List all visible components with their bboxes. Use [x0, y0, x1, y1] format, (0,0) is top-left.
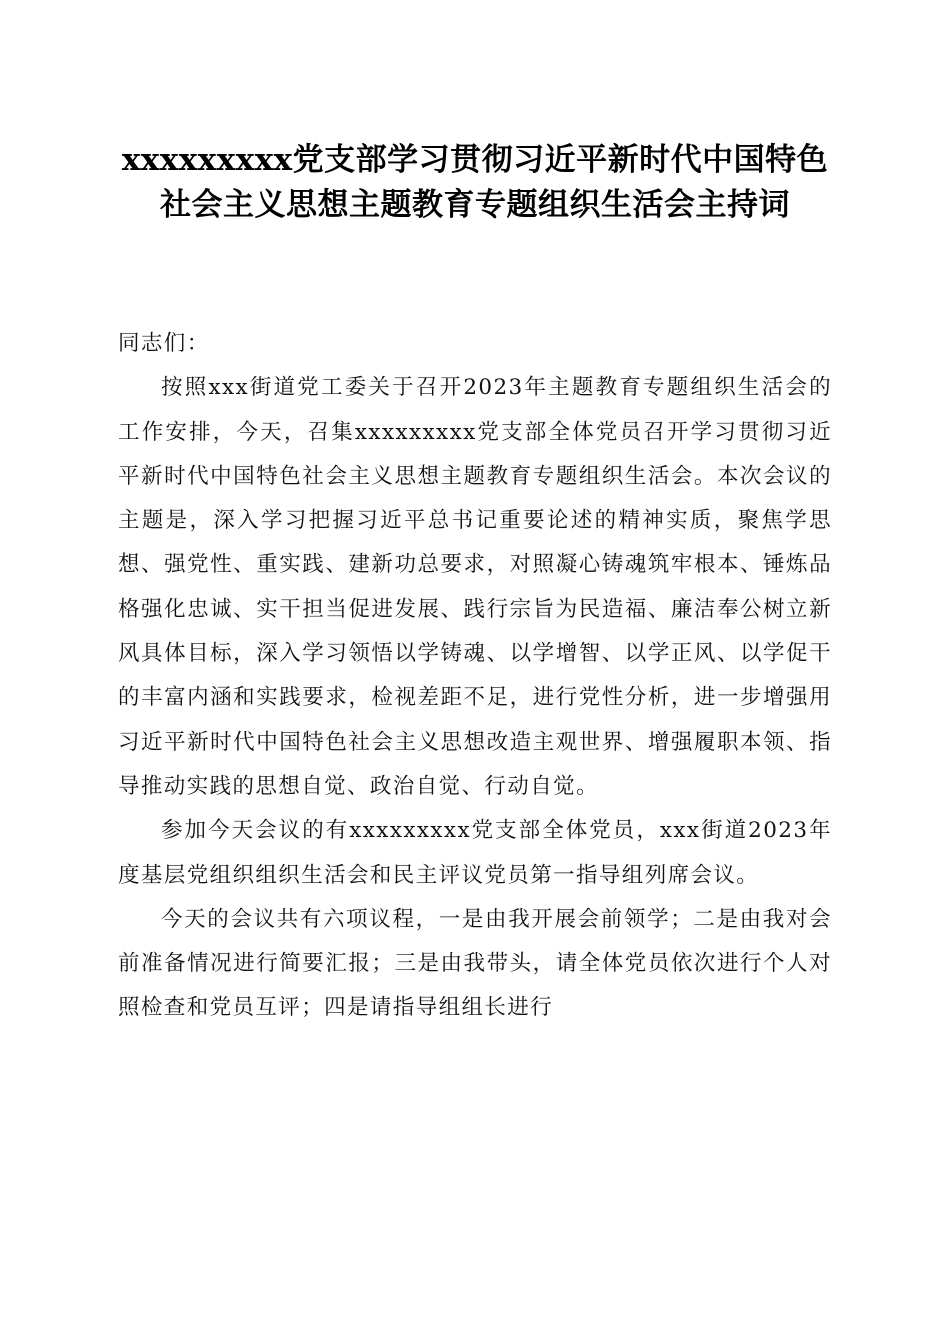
document-title: xxxxxxxxx党支部学习贯彻习近平新时代中国特色社会主义思想主题教育专题组织生活会主持词 — [121, 142, 829, 223]
salutation: 同志们： — [118, 331, 210, 356]
document-body — [118, 322, 832, 1031]
paragraph-1: 按照xxx街道党工委关于召开2023年主题教育专题组织生活会的工作安排，今天，召集xxxxxxxxx党支部全体党员召开学习贯彻习近平新时代中国特色社会主义思想主题教育专题组织生活会。本次会议的主题是，深入学习把握习近平总书记重要论述的精神实质，聚焦学思想、强党性、重实践、建新功总要求，对照凝心铸魂筑牢根本、锤炼品格强化忠诚、实干担当促进发展、践行宗旨为民造福、廉洁奉公树立新风具体目标，深入学习领悟以学铸魂、以学增智、以学正风、以学促干的丰富内涵和实践要求，检视差距不足，进行党性分析，进一步增强用习近平新时代中国特色社会主义思想改造主观世界、增强履职本领、指导推动实践的思想自觉、政治自觉、行动自觉。 — [118, 375, 832, 799]
paragraph-3: 今天的会议共有六项议程，一是由我开展会前领学；二是由我对会前准备情况进行简要汇报；三是由我带头，请全体党员依次进行个人对照检查和党员互评；四是请指导组组长进行 — [118, 906, 832, 1021]
paragraph-2: 参加今天会议的有xxxxxxxxx党支部全体党员，xxx街道2023年度基层党组织组织生活会和民主评议党员第一指导组列席会议。 — [118, 818, 832, 888]
